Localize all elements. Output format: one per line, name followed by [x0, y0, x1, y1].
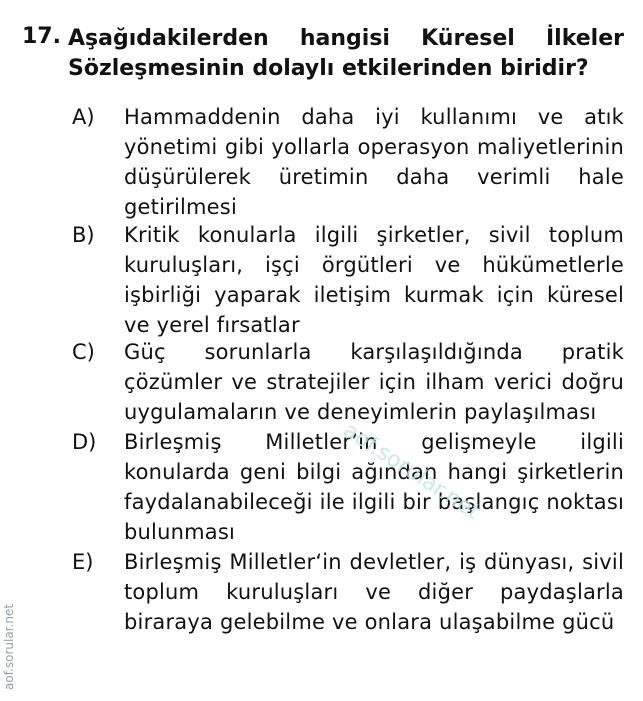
option-b	[72, 220, 624, 337]
side-watermark: aof.sorular.net	[2, 603, 16, 690]
option-a-letter: A)	[72, 105, 95, 129]
option-e-letter: E)	[72, 550, 94, 574]
center-watermark: aof.sorular.net	[338, 418, 485, 525]
option-d-text: Birleşmiş Milletler’in gelişmeyle ilgili konularda geni bilgi ağından hangi şirketlerin faydalanabileceği ile ilgili bir başlangıç noktası bulunması	[124, 430, 624, 544]
option-a-text: Hammaddenin daha iyi kullanımı ve atık yönetimi gibi yollarla operasyon maliyetlerinin düşürülerek üretimin daha verimli hale getirilmesi	[124, 105, 624, 219]
option-b-text: Kritik konularla ilgili şirketler, sivil toplum kuruluşları, işçi örgütleri ve hükümetlerle işbirliği yaparak iletişim kurmak için küresel ve yerel fırsatlar	[124, 223, 624, 337]
option-c-text: Güç sorunlarla karşılaşıldığında pratik çözümler ve stratejiler için ilham verici doğru uygulamaların ve deneyimlerin paylaşılması	[124, 340, 624, 424]
option-b-letter: B)	[72, 223, 95, 247]
option-d-letter: D)	[72, 430, 97, 454]
option-e	[72, 547, 624, 667]
answer-options	[72, 102, 624, 667]
option-d	[72, 427, 624, 547]
option-c	[72, 337, 624, 427]
option-a	[72, 102, 624, 220]
question-number: 17.	[22, 24, 61, 49]
option-e-text: Birleşmiş Milletler‘in devletler, iş dünyası, sivil toplum kuruluşları ve diğer paydaşlarla biraraya gelebilme ve onlara ulaşabilme gücü	[124, 550, 624, 634]
question-text: Aşağıdakilerden hangisi Küresel İlkeler Sözleşmesinin dolaylı etkilerinden biridir?	[68, 26, 624, 81]
option-c-letter: C)	[72, 340, 95, 364]
